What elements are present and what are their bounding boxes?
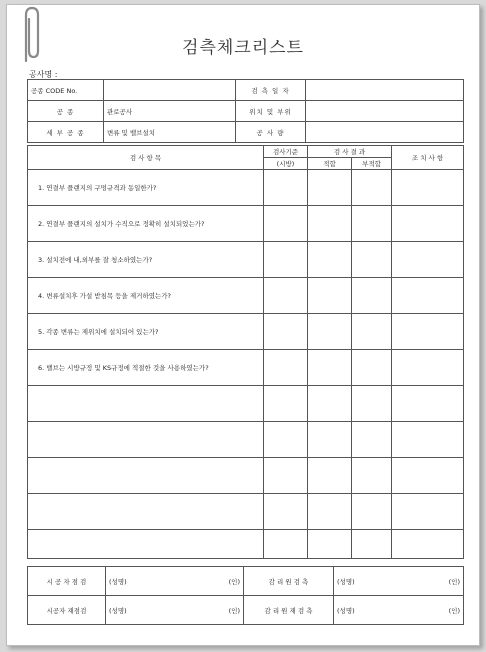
check-item: 6. 밸브는 시방규정 및 KS규정에 적절한 것을 사용하였는가? — [28, 350, 264, 386]
table-row — [28, 278, 464, 314]
ok-cell[interactable] — [308, 206, 352, 242]
table-row — [28, 494, 464, 530]
table-row — [28, 206, 464, 242]
contractor-recheck-seal-field[interactable]: (인) — [182, 596, 244, 625]
ok-cell[interactable] — [308, 530, 352, 559]
ng-cell[interactable] — [352, 350, 392, 386]
ng-cell[interactable] — [352, 206, 392, 242]
inspection-date-value[interactable] — [306, 80, 464, 101]
supervisor-inspection-label: 감 리 원 검 측 — [244, 567, 334, 596]
checklist-table — [27, 145, 464, 559]
supervisor-resign-field[interactable] — [334, 596, 464, 625]
detail-work-value[interactable]: 변류 및 밸브설치 — [104, 122, 236, 143]
location-value[interactable] — [306, 101, 464, 122]
standard-cell[interactable] — [264, 278, 308, 314]
standard-cell[interactable] — [264, 386, 308, 422]
table-row — [28, 170, 464, 206]
page-title: 검측체크리스트 — [182, 38, 304, 58]
checklist-document — [6, 4, 480, 646]
contractor-seal-field[interactable]: (인) — [182, 567, 244, 596]
project-name-label: 공사명 : — [29, 70, 58, 79]
table-row — [28, 242, 464, 278]
supervisor-recheck-seal-hint: (인) — [448, 606, 460, 615]
check-item[interactable] — [28, 494, 264, 530]
action-cell[interactable] — [392, 530, 464, 559]
standard-cell[interactable] — [264, 350, 308, 386]
header-standard-sub: (시방) — [264, 158, 308, 170]
check-item[interactable] — [28, 422, 264, 458]
table-row — [28, 314, 464, 350]
info-table — [27, 79, 464, 143]
ng-cell[interactable] — [352, 242, 392, 278]
ok-cell[interactable] — [308, 242, 352, 278]
check-item[interactable] — [28, 530, 264, 559]
table-row — [28, 350, 464, 386]
ok-cell[interactable] — [308, 350, 352, 386]
action-cell[interactable] — [392, 242, 464, 278]
header-result: 검 사 결 과 — [308, 146, 392, 158]
ng-cell[interactable] — [352, 278, 392, 314]
table-row — [28, 530, 464, 559]
action-cell[interactable] — [392, 278, 464, 314]
standard-cell[interactable] — [264, 242, 308, 278]
ng-cell[interactable] — [352, 530, 392, 559]
contractor-check-label: 시 공 자 점 검 — [28, 567, 106, 596]
ng-cell[interactable] — [352, 494, 392, 530]
standard-cell[interactable] — [264, 494, 308, 530]
action-cell[interactable] — [392, 350, 464, 386]
check-item: 1. 연결부 플랜지의 구멍규격과 동일한가? — [28, 170, 264, 206]
code-label: 공종 CODE No. — [28, 80, 104, 101]
standard-cell[interactable] — [264, 206, 308, 242]
supervisor-name-hint: (성명) — [337, 577, 355, 586]
code-value[interactable] — [104, 80, 236, 101]
table-row — [28, 458, 464, 494]
supervisor-sign-field[interactable] — [334, 567, 464, 596]
standard-cell[interactable] — [264, 458, 308, 494]
ng-cell[interactable] — [352, 314, 392, 350]
supervisor-reinspection-label: 감 리 원 재 검 측 — [244, 596, 334, 625]
check-item[interactable] — [28, 458, 264, 494]
quantity-label: 공 사 량 — [236, 122, 306, 143]
ok-cell[interactable] — [308, 278, 352, 314]
check-item: 2. 연결부 플랜지의 설치가 수직으로 정확히 설치되었는가? — [28, 206, 264, 242]
standard-cell[interactable] — [264, 170, 308, 206]
quantity-value[interactable] — [306, 122, 464, 143]
table-row — [28, 386, 464, 422]
header-standard: 검사기준 — [264, 146, 308, 158]
contractor-recheck-label: 시공자 재점검 — [28, 596, 106, 625]
ok-cell[interactable] — [308, 494, 352, 530]
supervisor-recheck-name-hint: (성명) — [337, 606, 355, 615]
ok-cell[interactable] — [308, 458, 352, 494]
standard-cell[interactable] — [264, 530, 308, 559]
ng-cell[interactable] — [352, 458, 392, 494]
ok-cell[interactable] — [308, 170, 352, 206]
check-item: 4. 변류설치후 가설 받침목 등을 제거하였는가? — [28, 278, 264, 314]
action-cell[interactable] — [392, 170, 464, 206]
supervisor-seal-hint: (인) — [448, 577, 460, 586]
action-cell[interactable] — [392, 386, 464, 422]
check-item[interactable] — [28, 386, 264, 422]
action-cell[interactable] — [392, 422, 464, 458]
contractor-name-field[interactable]: (성명) — [106, 567, 182, 596]
action-cell[interactable] — [392, 494, 464, 530]
ng-cell[interactable] — [352, 386, 392, 422]
standard-cell[interactable] — [264, 314, 308, 350]
table-row — [28, 422, 464, 458]
action-cell[interactable] — [392, 458, 464, 494]
ng-cell[interactable] — [352, 422, 392, 458]
header-ng: 부적합 — [352, 158, 392, 170]
work-type-value[interactable]: 관로공사 — [104, 101, 236, 122]
check-item: 3. 설치전에 내,외부를 잘 청소하였는가? — [28, 242, 264, 278]
ok-cell[interactable] — [308, 314, 352, 350]
detail-work-label: 세 부 공 종 — [28, 122, 104, 143]
work-type-label: 공 종 — [28, 101, 104, 122]
ng-cell[interactable] — [352, 170, 392, 206]
header-action: 조 치 사 항 — [392, 146, 464, 170]
action-cell[interactable] — [392, 206, 464, 242]
check-item: 5. 각종 변류는 제위치에 설치되어 있는가? — [28, 314, 264, 350]
action-cell[interactable] — [392, 314, 464, 350]
signature-table — [27, 566, 464, 625]
header-ok: 적합 — [308, 158, 352, 170]
location-label: 위치 및 부위 — [236, 101, 306, 122]
ok-cell[interactable] — [308, 422, 352, 458]
inspection-date-label: 검 측 일 자 — [236, 80, 306, 101]
contractor-recheck-name-field[interactable]: (성명) — [106, 596, 182, 625]
standard-cell[interactable] — [264, 422, 308, 458]
ok-cell[interactable] — [308, 386, 352, 422]
header-inspection-item: 검 사 항 목 — [28, 146, 264, 170]
